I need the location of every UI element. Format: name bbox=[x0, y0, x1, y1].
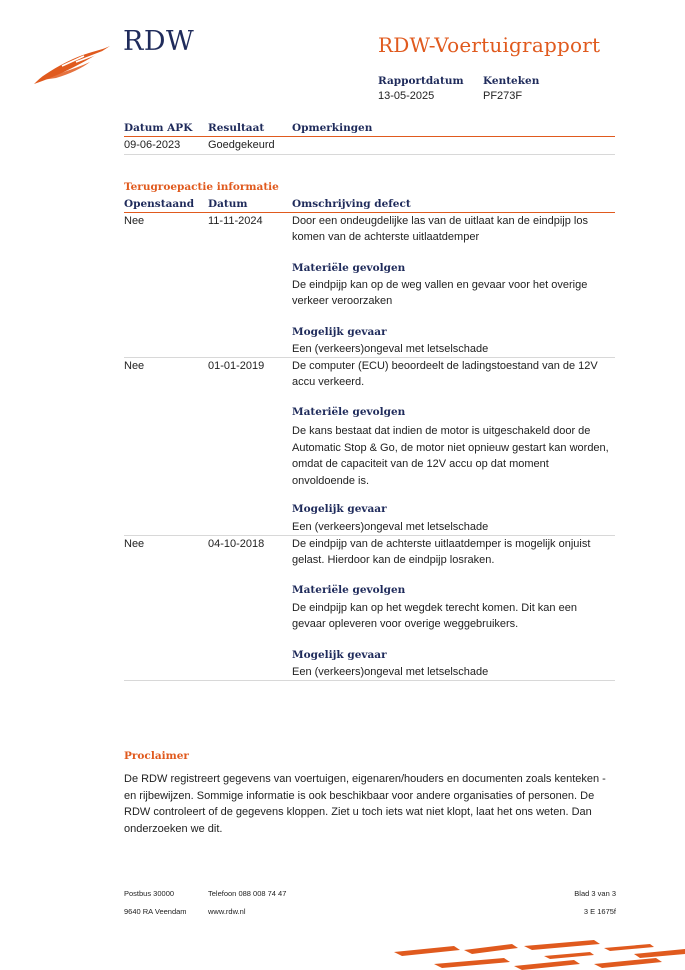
rdw-logo-feather-icon bbox=[32, 44, 112, 86]
recall-consequences: De eindpijp kan op de weg vallen en gevaar voor het overige verkeer veroorzaken bbox=[292, 279, 588, 307]
recall-header-description: Omschrijving defect bbox=[292, 198, 411, 210]
recall-section-title: Terugroepactie informatie bbox=[124, 181, 279, 193]
recall-date: 01-01-2019 bbox=[208, 360, 265, 372]
recall-row-rule bbox=[124, 680, 615, 681]
recall-consequences: De eindpijp kan op het wegdek terecht komen. Dit kan een gevaar opleveren voor overige weggebruikers. bbox=[292, 602, 577, 630]
recall-open: Nee bbox=[124, 215, 145, 227]
apk-date: 09-06-2023 bbox=[124, 139, 181, 151]
footer-page: Blad 3 van 3 bbox=[574, 889, 616, 898]
recall-danger-label: Mogelijk gevaar bbox=[292, 326, 387, 338]
footer-doc-code: 3 E 1675f bbox=[583, 907, 616, 916]
report-date-label: Rapportdatum bbox=[378, 75, 464, 87]
proclaimer-title: Proclaimer bbox=[124, 750, 189, 762]
recall-description: De computer (ECU) beoordeelt de ladingstoestand van de 12V accu verkeerd. bbox=[292, 360, 598, 388]
footer-stripes-decoration-icon bbox=[394, 940, 685, 970]
logo-text: RDW bbox=[123, 26, 195, 57]
recall-consequences: De kans bestaat dat indien de motor is uitgeschakeld door de Automatic Stop & Go, de motor niet opnieuw gestart kan worden, omdat de capaciteit van de 12V accu op dat moment onvoldoende is. bbox=[292, 425, 609, 487]
plate-value: PF273F bbox=[483, 90, 523, 102]
report-date-value: 13-05-2025 bbox=[378, 90, 435, 102]
plate-label: Kenteken bbox=[483, 75, 540, 87]
footer-website[interactable]: www.rdw.nl bbox=[208, 907, 246, 916]
recall-header-date: Datum bbox=[208, 198, 248, 210]
recall-header-open: Openstaand bbox=[124, 198, 195, 210]
recall-open: Nee bbox=[124, 360, 145, 372]
footer-postbus: Postbus 30000 bbox=[124, 889, 175, 898]
footer-city: 9640 RA Veendam bbox=[124, 907, 187, 916]
proclaimer-text: De RDW registreert gegevens van voertuigen, eigenaren/houders en documenten zoals kenteken - en rijbewijzen. Sommige informatie is ook beschikbaar voor andere organisaties of personen. De RDW controleert of de gegevens kloppen. Ziet u toch iets wat niet klopt, laat het ons weten. Dan onderzoeken we dit. bbox=[124, 773, 606, 835]
recall-danger-label: Mogelijk gevaar bbox=[292, 503, 387, 515]
apk-row-rule bbox=[124, 154, 615, 155]
recall-date: 04-10-2018 bbox=[208, 538, 265, 550]
recall-consequences-label: Materiële gevolgen bbox=[292, 262, 406, 274]
recall-consequences-label: Materiële gevolgen bbox=[292, 406, 406, 418]
apk-header-result: Resultaat bbox=[208, 122, 265, 134]
recall-open: Nee bbox=[124, 538, 145, 550]
recall-danger: Een (verkeers)ongeval met letselschade bbox=[292, 521, 489, 533]
recall-description: Door een ondeugdelijke las van de uitlaat kan de eindpijp los komen van de achterste uitlaatdemper bbox=[292, 215, 588, 243]
footer-phone: Telefoon 088 008 74 47 bbox=[208, 889, 287, 898]
apk-header-date: Datum APK bbox=[124, 122, 193, 134]
recall-date: 11-11-2024 bbox=[208, 215, 263, 227]
recall-danger: Een (verkeers)ongeval met letselschade bbox=[292, 666, 489, 678]
recall-consequences-label: Materiële gevolgen bbox=[292, 584, 406, 596]
apk-result: Goedgekeurd bbox=[208, 139, 275, 151]
report-title: RDW-Voertuigrapport bbox=[378, 33, 601, 57]
apk-header-rule bbox=[124, 136, 615, 137]
recall-danger-label: Mogelijk gevaar bbox=[292, 649, 387, 661]
recall-description: De eindpijp van de achterste uitlaatdemper is mogelijk onjuist gelast. Hierdoor kan de eindpijp losraken. bbox=[292, 538, 591, 566]
apk-header-remarks: Opmerkingen bbox=[292, 122, 373, 134]
recall-danger: Een (verkeers)ongeval met letselschade bbox=[292, 343, 489, 355]
